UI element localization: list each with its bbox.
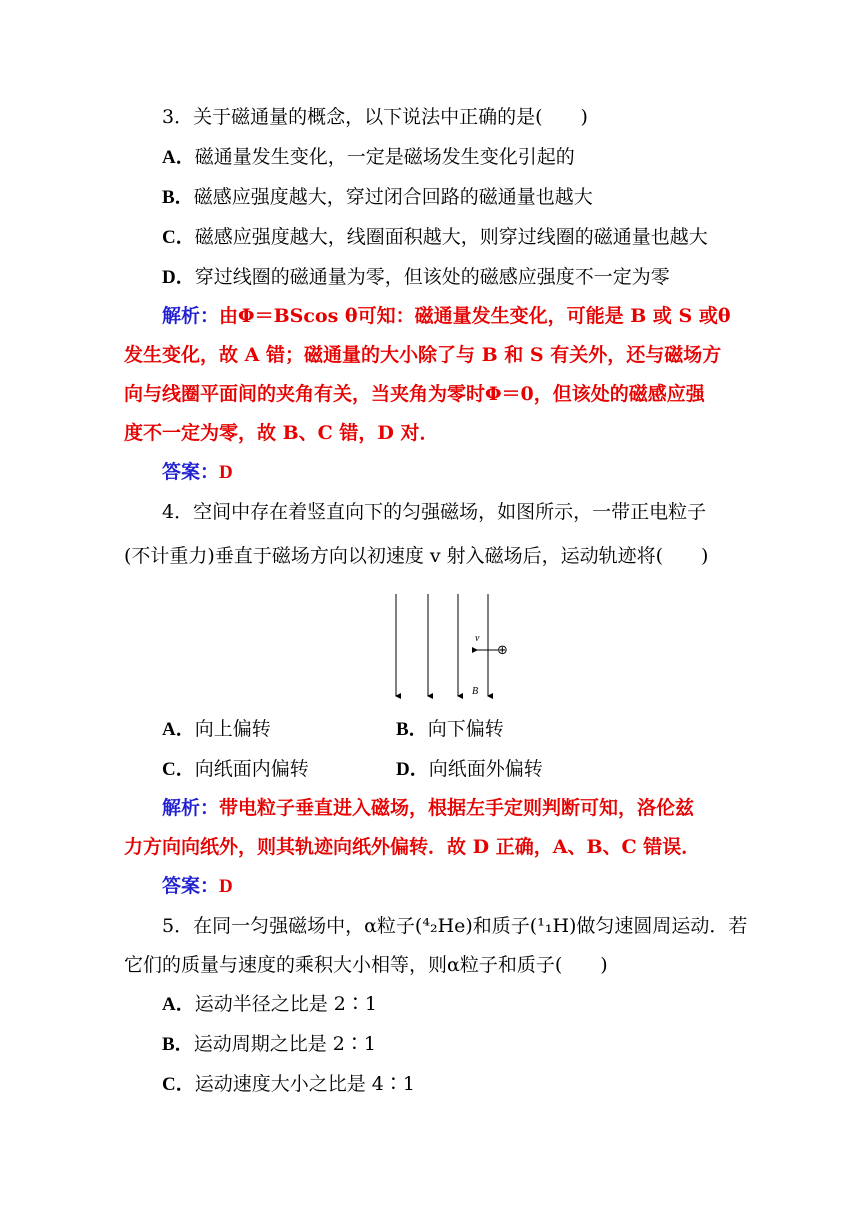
q4-analysis-line-2: 力方向向纸外，则其轨迹向纸外偏转．故 D 正确，A、B、C 错误． bbox=[124, 836, 701, 858]
q3-option-a: A．磁通量发生变化，一定是磁场发生变化引起的 bbox=[162, 146, 575, 168]
q4-stem-line-1: 4．空间中存在着竖直向下的匀强磁场，如图所示，一带正电粒子 bbox=[162, 501, 707, 523]
q3-answer: 答案：D bbox=[162, 461, 233, 483]
q4-option-b: B．向下偏转 bbox=[396, 718, 504, 740]
positive-charge-icon: ⊕ bbox=[497, 643, 508, 658]
q5-option-b: B．运动周期之比是 2∶1 bbox=[162, 1033, 376, 1055]
q3-option-b: B．磁感应强度越大，穿过闭合回路的磁通量也越大 bbox=[162, 186, 593, 208]
q3-option-c: C．磁感应强度越大，线圈面积越大，则穿过线圈的磁通量也越大 bbox=[162, 226, 708, 248]
analysis-label: 解析： bbox=[162, 305, 220, 327]
q3-option-d: D．穿过线圈的磁通量为零，但该处的磁感应强度不一定为零 bbox=[162, 266, 670, 288]
q5-stem-line-1: 5．在同一匀强磁场中，α粒子(⁴₂He)和质子(¹₁H)做匀速圆周运动．若 bbox=[162, 915, 748, 937]
q5-option-a: A．运动半径之比是 2∶1 bbox=[162, 993, 377, 1015]
velocity-label: v bbox=[475, 633, 480, 644]
q4-answer: 答案：D bbox=[162, 875, 233, 897]
q3-analysis-line-4: 度不一定为零，故 B、C 错，D 对． bbox=[124, 422, 439, 444]
q4-option-d: D．向纸面外偏转 bbox=[396, 758, 543, 780]
q4-analysis-line-1: 解析：带电粒子垂直进入磁场，根据左手定则判断可知，洛伦兹 bbox=[162, 797, 695, 819]
q4-option-c: C．向纸面内偏转 bbox=[162, 758, 309, 780]
field-label: B bbox=[472, 686, 479, 697]
q4-stem-line-2: (不计重力)垂直于磁场方向以初速度 v 射入磁场后，运动轨迹将( ) bbox=[124, 545, 709, 567]
magnetic-field-figure bbox=[380, 592, 530, 704]
q3-stem: 3．关于磁通量的概念，以下说法中正确的是( ) bbox=[162, 106, 588, 128]
q3-analysis-line-2: 发生变化，故 A 错；磁通量的大小除了与 B 和 S 有关外，还与磁场方 bbox=[124, 344, 722, 366]
q4-option-a: A．向上偏转 bbox=[162, 718, 271, 740]
q5-stem-line-2: 它们的质量与速度的乘积大小相等，则α粒子和质子( ) bbox=[124, 954, 608, 976]
q3-analysis-line-3: 向与线圈平面间的夹角有关，当夹角为零时Φ＝0，但该处的磁感应强 bbox=[124, 383, 705, 405]
q5-option-c: C．运动速度大小之比是 4∶1 bbox=[162, 1073, 415, 1095]
q3-analysis-line-1: 解析：由Φ＝BScos θ可知：磁通量发生变化，可能是 B 或 S 或θ bbox=[162, 305, 731, 327]
